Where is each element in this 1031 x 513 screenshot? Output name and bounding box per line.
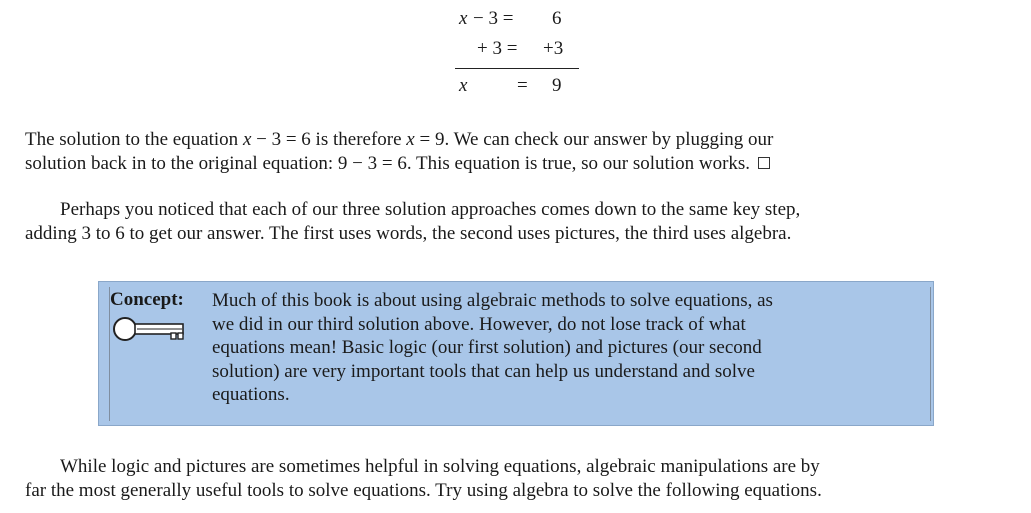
equation-divider [455, 68, 579, 69]
concept-callout [98, 281, 934, 426]
concept-line: solution) are very important tools that can help us understand and solve [212, 360, 755, 382]
paragraph-line: While logic and pictures are sometimes helpful in solving equations, algebraic manipulations are by [60, 456, 820, 477]
equation-variable: x [459, 75, 468, 96]
equation-lhs: + 3 = [477, 38, 518, 59]
equation-row-1 [455, 8, 579, 35]
concept-line: we did in our third solution above. However, do not lose track of what [212, 313, 746, 335]
qed-square-icon [758, 157, 770, 169]
algebra-paragraph [25, 455, 1010, 503]
equation-rhs: 6 [552, 8, 562, 29]
equation-lhs: − 3 = [473, 8, 514, 29]
equation-rhs: 9 [552, 75, 562, 96]
solution-paragraph [25, 128, 1010, 176]
concept-line: equations mean! Basic logic (our first solution) and pictures (our second [212, 337, 762, 358]
paragraph-line: adding 3 to 6 to get our answer. The first uses words, the second uses pictures, the third uses algebra. [25, 223, 792, 244]
concept-label: Concept: [110, 289, 184, 310]
paragraph-line: solution back in to the original equation: 9 − 3 = 6. This equation is true, so our solution works. [25, 152, 1010, 176]
concept-line: Much of this book is about using algebraic methods to solve equations, as [212, 290, 773, 311]
equation-equals: = [517, 75, 528, 96]
paragraph-line: The solution to the equation x − 3 = 6 is therefore x = 9. We can check our answer by plugging our [25, 129, 774, 150]
paragraph-line: far the most generally useful tools to solve equations. Try using algebra to solve the following equations. [25, 480, 822, 501]
concept-line: equations. [212, 384, 290, 405]
equation-variable: x [459, 8, 468, 29]
equation-rhs: +3 [543, 38, 564, 59]
concept-text [212, 289, 917, 407]
paragraph-line: Perhaps you noticed that each of our three solution approaches comes down to the same key step, [60, 199, 801, 220]
equation-row-2 [455, 38, 579, 65]
approaches-paragraph [25, 198, 1010, 246]
equation-row-3 [455, 75, 579, 102]
key-icon [113, 316, 193, 342]
